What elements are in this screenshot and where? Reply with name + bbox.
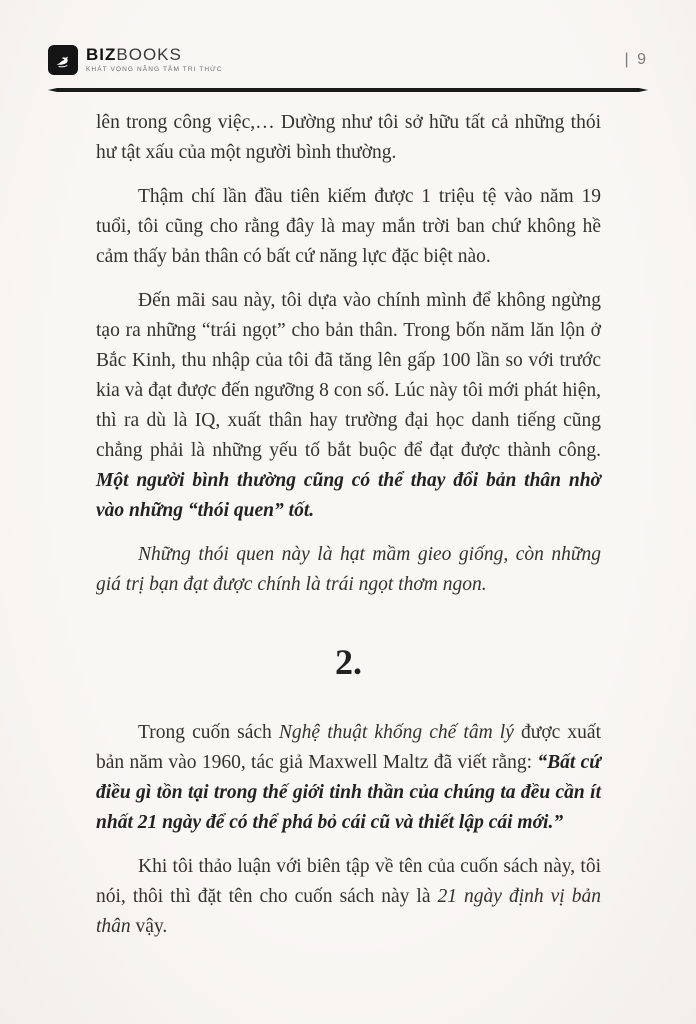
paragraph xyxy=(96,108,601,168)
paragraph xyxy=(96,286,601,526)
section-number: 2. xyxy=(335,642,362,682)
text-run: vậy. xyxy=(130,916,168,937)
text-run: Những thói quen này là hạt mầm gieo giống, còn những giá trị bạn đạt được chính là trái ngọt thơm ngon. xyxy=(96,544,601,595)
page-body xyxy=(96,108,601,956)
text-run: Nghệ thuật khống chế tâm lý xyxy=(278,722,514,743)
brand-text xyxy=(86,46,223,74)
text-run: Một người bình thường cũng có thể thay đổi bản thân nhờ vào những “thói quen” tốt. xyxy=(96,470,601,521)
paragraph xyxy=(96,852,601,942)
publisher-brand xyxy=(48,45,223,75)
paragraph xyxy=(96,182,601,272)
text-run: Đến mãi sau này, tôi dựa vào chính mình để không ngừng tạo ra những “trái ngọt” cho bản thân. Trong bốn năm lăn lộn ở Bắc Kinh, thu nhập của tôi đã tăng lên gấp 100 lần so với trước kia và đạt được đến ngưỡng 8 con số. Lúc này tôi mới phát hiện, thì ra dù là IQ, xuất thân hay trường đại học danh tiếng cũng chẳng phải là những yếu tố bắt buộc để đạt được thành công. xyxy=(96,290,601,461)
page-header xyxy=(48,40,648,80)
bizbooks-logo-icon xyxy=(48,45,78,75)
brand-name-books: BOOKS xyxy=(116,45,182,65)
paragraph xyxy=(96,718,601,838)
text-run: Khi tôi thảo luận với biên tập về tên của cuốn sách này, tôi nói, thôi thì đặt tên cho cuốn sách này là xyxy=(96,856,601,907)
header-divider-rule xyxy=(48,88,648,92)
paragraph xyxy=(96,540,601,600)
brand-name-biz: BIZ xyxy=(86,45,117,65)
text-run: Trong cuốn sách xyxy=(138,722,279,743)
brand-name xyxy=(86,46,223,63)
text-run: 21 ngày định vị bản thân xyxy=(96,886,601,937)
brand-tagline: KHÁT VỌNG NÂNG TẦM TRI THỨC xyxy=(86,66,223,74)
text-run: được xuất bản năm vào 1960, tác giả Maxwell Maltz đã viết rằng: xyxy=(96,722,601,773)
text-run: lên trong công việc,… Dường như tôi sở hữu tất cả những thói hư tật xấu của một người bình thường. xyxy=(96,112,601,163)
text-run: Thậm chí lần đầu tiên kiếm được 1 triệu tệ vào năm 19 tuổi, tôi cũng cho rằng đây là may mắn trời ban chứ không hề cảm thấy bản thân có bất cứ năng lực đặc biệt nào. xyxy=(96,186,601,267)
text-run: “Bất cứ điều gì tồn tại trong thế giới tinh thần của chúng ta đều cần ít nhất 21 ngày để có thể phá bỏ cái cũ và thiết lập cái mới.” xyxy=(96,752,601,833)
page-number: | 9 xyxy=(624,51,648,68)
